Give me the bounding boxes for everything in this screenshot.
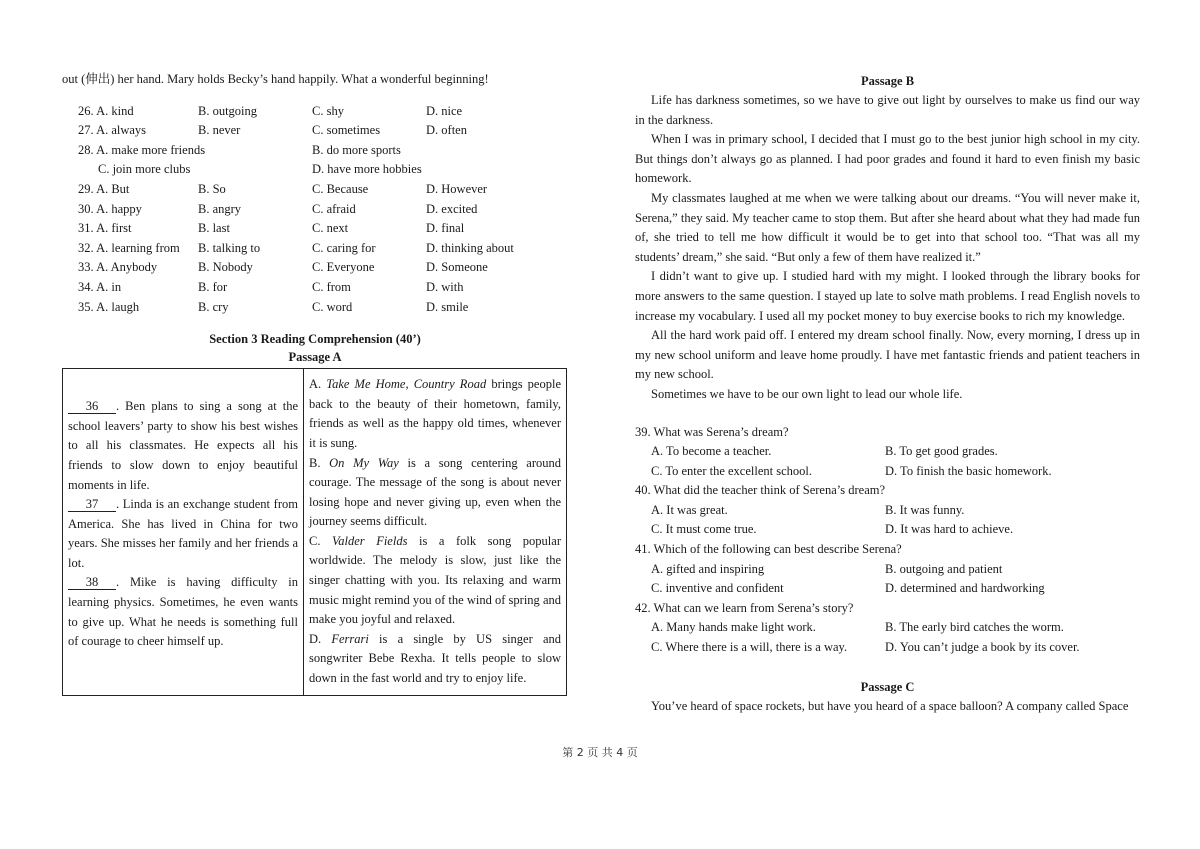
option-c[interactable]: C. inventive and confident [651, 581, 784, 596]
option-c: C. afraid [312, 201, 356, 216]
right-column [635, 72, 1140, 716]
person-37: 37 . Linda is an exchange student from America. She has lived in China for two years. She misses her family and her friends a lot. [68, 497, 298, 570]
person-36: 36 . Ben plans to sing a song at the school leavers’ party to show his best wishes to all his classmates. He expects all his friends to slow down to enjoy beautiful moments in life. [68, 399, 298, 492]
option-row-32 [62, 239, 568, 259]
option-b[interactable]: B. The early bird catches the worm. [885, 620, 1064, 635]
song-title: Take Me Home, Country Road [326, 377, 487, 392]
passage-a-title: Passage A [288, 350, 342, 365]
option-d: D. have more hobbies [312, 162, 422, 177]
option-num-a: 30. A. happy [78, 201, 142, 216]
people-cell [63, 369, 304, 696]
option-num-a: 28. A. make more friends [78, 142, 206, 157]
option-num-a: 32. A. learning from [78, 240, 180, 255]
option-c: C. shy [312, 103, 344, 118]
option-row-26 [62, 102, 568, 122]
option-d: D. However [426, 181, 488, 196]
song-b: B. On My Way is a song centering around courage. The message of the song is about never losing hope and never giving up, even when the journey seems difficult. [309, 455, 561, 529]
option-b: B. talking to [198, 240, 261, 255]
option-b[interactable]: B. outgoing and patient [885, 561, 1003, 576]
option-d[interactable]: D. determined and hardworking [885, 581, 1045, 596]
intro-line: out (伸出) her hand. Mary holds Becky’s hand happily. What a wonderful beginning! [62, 72, 489, 86]
option-num-a: 35. A. laugh [78, 299, 140, 314]
option-row-30 [62, 200, 568, 220]
option-b: B. last [198, 221, 230, 236]
option-d[interactable]: D. It was hard to achieve. [885, 522, 1014, 537]
passage-b-title: Passage B [860, 74, 915, 88]
option-d[interactable]: D. To finish the basic homework. [885, 463, 1052, 478]
passage-b-paragraph: When I was in primary school, I decided that I must go to the best junior high school in my city. But things don’t always go as planned. I had poor grades and found it hard to even finish my basic homework. [635, 132, 1140, 186]
person-38: 38 . Mike is having difficulty in learning physics. Sometimes, he even wants to give up. What he needs is something full of courage to cheer himself up. [68, 575, 298, 649]
cloze-options [62, 102, 568, 318]
option-d: D. smile [426, 299, 469, 314]
option-row-28-cont [62, 160, 568, 180]
option-c[interactable]: C. To enter the excellent school. [651, 463, 812, 478]
option-c: C. from [312, 279, 351, 294]
option-c: C. caring for [312, 240, 376, 255]
song-a: A. Take Me Home, Country Road brings people back to the beauty of their hometown, family, friends as well as the happy old times, whenever it is sung. [309, 377, 562, 450]
question-text: 42. What can we learn from Serena’s story? [635, 600, 854, 615]
option-c[interactable]: C. Where there is a will, there is a way. [651, 640, 848, 655]
option-row-31 [62, 219, 568, 239]
song-title: Ferrari [331, 631, 369, 646]
question-42 [635, 599, 1140, 658]
option-c: C. Because [312, 181, 369, 196]
option-b: B. Nobody [198, 260, 253, 275]
option-a[interactable]: A. It was great. [651, 502, 728, 517]
section-title: Section 3 Reading Comprehension (40’) [209, 332, 421, 347]
option-b: B. cry [198, 299, 229, 314]
option-d: D. often [426, 123, 467, 138]
passage-c-title: Passage C [860, 679, 915, 694]
songs-cell [304, 369, 567, 696]
option-row-35 [62, 298, 568, 318]
answer-blank[interactable]: 38 [68, 575, 116, 590]
question-41 [635, 540, 1140, 599]
option-a[interactable]: A. gifted and inspiring [651, 561, 765, 576]
answer-blank[interactable]: 37 [68, 497, 116, 512]
option-d: D. with [426, 279, 464, 294]
song-title: On My Way [329, 455, 399, 470]
song-d: D. Ferrari is a single by US singer and songwriter Bebe Rexha. It tells people to slow down in the fast world and try to enjoy life. [309, 631, 562, 686]
option-b: B. angry [198, 201, 242, 216]
option-row-27 [62, 121, 568, 141]
option-a[interactable]: A. To become a teacher. [651, 444, 772, 459]
option-row-33 [62, 258, 568, 278]
option-num-a: 34. A. in [78, 279, 122, 294]
option-b: B. for [198, 279, 228, 294]
passage-a-table [62, 368, 567, 696]
option-c: C. next [312, 221, 349, 236]
question-text: 40. What did the teacher think of Serena’s dream? [635, 483, 886, 498]
song-c: C. Valder Fields is a folk song popular worldwide. The melody is slow, just like the singer chatting with you. Its relaxing and warm music might remind you of the wind of spring and make you joyful and relaxed. [309, 533, 561, 627]
option-d: D. final [426, 221, 465, 236]
option-num-a: 33. A. Anybody [78, 260, 158, 275]
option-d: D. thinking about [426, 240, 514, 255]
option-b[interactable]: B. To get good grades. [885, 444, 998, 459]
option-b: B. never [198, 123, 241, 138]
question-text: 39. What was Serena’s dream? [635, 424, 789, 439]
questions [635, 423, 1140, 658]
option-b: B. do more sports [312, 142, 401, 157]
option-a[interactable]: A. Many hands make light work. [651, 620, 816, 635]
option-num-a: 27. A. always [78, 123, 147, 138]
option-row-29 [62, 180, 568, 200]
option-row-34 [62, 278, 568, 298]
passage-b-paragraph: Sometimes we have to be our own light to lead our whole life. [651, 386, 963, 401]
song-title: Valder Fields [332, 533, 408, 548]
left-column [62, 70, 568, 696]
option-d: D. nice [426, 103, 463, 118]
option-b[interactable]: B. It was funny. [885, 502, 965, 517]
passage-b-paragraph: I didn’t want to give up. I studied hard with my might. I looked through the library books for more answers to the same question. I stayed up late to solve math problems. I read English novels to increase my vocabulary. I used all my pocket money to buy exercise books to rich my knowledge. [635, 269, 1140, 323]
passage-b-paragraph: All the hard work paid off. I entered my dream school finally. Now, every morning, I dress up in my new school uniform and leave home proudly. I have met fantastic friends and patient teachers in my new school. [635, 328, 1140, 382]
option-b: B. So [198, 181, 226, 196]
option-d: D. Someone [426, 260, 488, 275]
passage-b-paragraph: Life has darkness sometimes, so we have to give out light by ourselves to make us find our way in the darkness. [635, 93, 1140, 127]
option-c[interactable]: C. It must come true. [651, 522, 757, 537]
option-c: C. Everyone [312, 260, 375, 275]
option-num-a: 26. A. kind [78, 103, 134, 118]
option-c: C. word [312, 299, 353, 314]
option-d: D. excited [426, 201, 478, 216]
option-num-a: 29. A. But [78, 181, 130, 196]
question-text: 41. Which of the following can best describe Serena? [635, 542, 902, 557]
option-b: B. outgoing [198, 103, 258, 118]
option-row-28 [62, 141, 568, 161]
option-d[interactable]: D. You can’t judge a book by its cover. [885, 640, 1080, 655]
option-num-a: 31. A. first [78, 221, 132, 236]
question-40 [635, 481, 1140, 540]
passage-c-paragraph: You’ve heard of space rockets, but have you heard of a space balloon? A company called Space [651, 698, 1129, 713]
page-footer: 第 2 页 共 4 页 [562, 746, 638, 759]
question-39 [635, 423, 1140, 482]
passage-b-paragraph: My classmates laughed at me when we were talking about our dreams. “You will never make it, Serena,” they said. My teacher came to stop them. But after she heard about what they had made fun of, she tried to tell me how difficult it would be to get into that school too. “That was all my students’ dream,” she said. “But only a few of them have realized it.” [635, 190, 1140, 264]
answer-blank[interactable]: 36 [68, 399, 116, 414]
option-c: C. join more clubs [98, 162, 191, 177]
option-c: C. sometimes [312, 123, 381, 138]
